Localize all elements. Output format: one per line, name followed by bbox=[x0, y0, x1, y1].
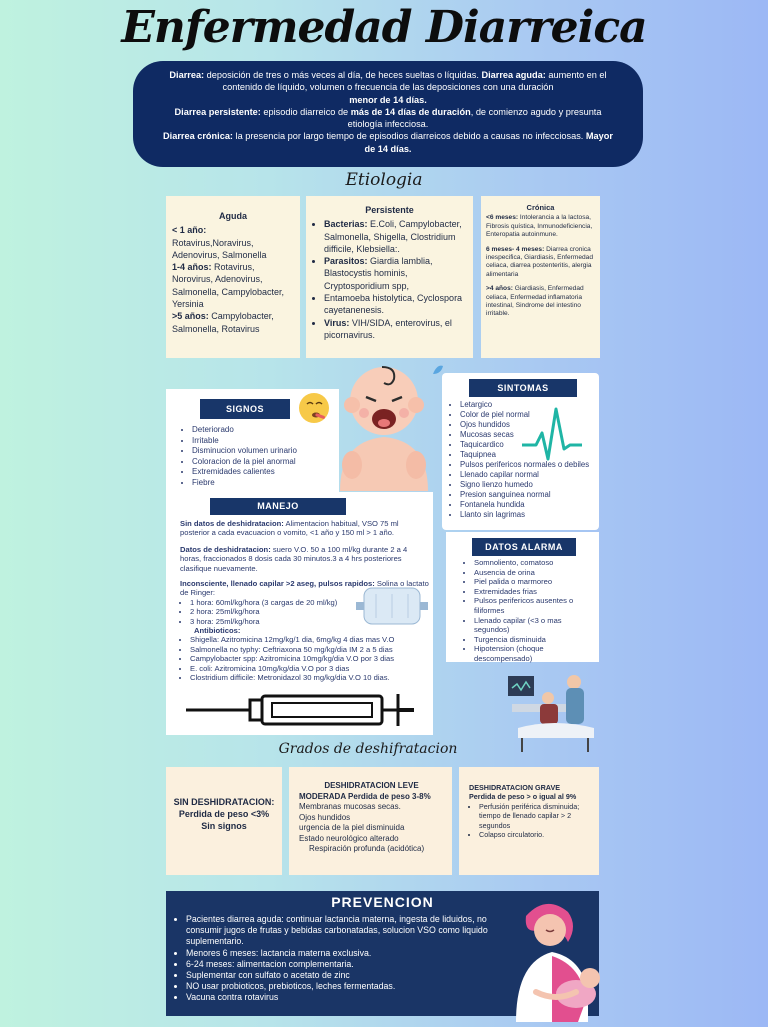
def-persistente-text1: episodio diarreico de bbox=[260, 106, 351, 117]
signos-item: • Irritable bbox=[192, 436, 335, 447]
def-persistente-bold: más de 14 días de duración bbox=[350, 106, 471, 117]
persistente-item bbox=[324, 317, 467, 342]
manejo-hour-item: • 3 hora: 25ml/kg/hora bbox=[190, 617, 430, 626]
signos-list bbox=[180, 425, 335, 489]
alarma-card bbox=[446, 532, 599, 662]
manejo-p2-label: Datos de deshidratacion: bbox=[180, 544, 271, 554]
cronica-g3-label: >4 años: bbox=[486, 285, 513, 293]
crying-baby-icon bbox=[330, 355, 438, 491]
manejo-antibioticos-list bbox=[180, 635, 430, 682]
signos-item: • Disminucion volumen urinario bbox=[192, 446, 335, 457]
sintomas-heading: SINTOMAS bbox=[469, 379, 577, 397]
grado-leve-card bbox=[289, 767, 452, 875]
sintomas-item: • Taquicardico bbox=[460, 440, 598, 450]
signos-item: • Fiebre bbox=[192, 478, 335, 489]
sintomas-item: • Ojos hundidos bbox=[460, 420, 598, 430]
manejo-hour-item: • 2 hora: 25ml/kg/hora bbox=[190, 607, 430, 616]
prevencion-list bbox=[166, 914, 516, 1004]
grado-leve-item: urgencia de la piel disminuida bbox=[299, 823, 405, 832]
sintomas-card bbox=[442, 373, 599, 530]
manejo-p3-text: Solina o lactato de Ringer: bbox=[180, 579, 429, 598]
cronica-title: Crónica bbox=[526, 203, 555, 212]
persistente-item-text: Entamoeba histolytica, Cyclospora cayetanenesis. bbox=[324, 293, 463, 316]
manejo-hour-item: • 1 hora: 60ml/kg/hora (3 cargas de 20 ml/kg) bbox=[190, 598, 430, 607]
aguda-g1-text: Rotavirus,Noravirus, Adenovirus, Salmonella bbox=[172, 237, 267, 260]
definitions-box bbox=[133, 61, 643, 167]
alarma-item: • Turgencia disminuida bbox=[474, 635, 598, 645]
persistente-item-label: Parasitos: bbox=[324, 256, 368, 267]
persistente-item-label: Virus: bbox=[324, 317, 350, 328]
mother-baby-icon bbox=[506, 896, 606, 1022]
etiologia-cronica-card bbox=[481, 196, 600, 358]
persistente-title: Persistente bbox=[365, 205, 414, 215]
grado-grave-t1: DESHIDRATACION GRAVE bbox=[469, 783, 561, 792]
signos-item: • Deteriorado bbox=[192, 425, 335, 436]
manejo-antibiotico-item: • Campylobacter spp: Azitromicina 10mg/kg/dia V.O por 3 dias bbox=[190, 654, 430, 663]
aguda-g3-label: >5 años: bbox=[172, 311, 209, 322]
alarma-item: • Llenado capilar (<3 o mas segundos) bbox=[474, 616, 598, 635]
sintomas-item: • Mucosas secas bbox=[460, 430, 598, 440]
persistente-item bbox=[324, 255, 467, 292]
grado-grave-item: • Colapso circulatorio. bbox=[479, 830, 593, 839]
grado-sin-l2: Perdida de peso <3% bbox=[178, 809, 270, 819]
aguda-g2-text: Rotavirus, Norovirus, Adenovirus, Salmonella, Campylobacter, Yersinia bbox=[172, 262, 285, 310]
grado-sin-card bbox=[166, 767, 282, 875]
prevencion-item: • Pacientes diarrea aguda: continuar lactancia materna, ingesta de liduidos, no consumir jugos de frutas y bebidas carbonatadas, solucion VSO como liquido suplementario. bbox=[186, 914, 516, 948]
grado-sin-l3: Sin signos bbox=[201, 821, 247, 831]
sintomas-item: • Signo lienzo humedo bbox=[460, 480, 598, 490]
iv-bag-icon bbox=[356, 584, 428, 628]
syringe-icon bbox=[186, 684, 416, 730]
manejo-heading: MANEJO bbox=[210, 498, 346, 515]
sintomas-item: • Fontanela hundida bbox=[460, 500, 598, 510]
grado-leve-item: Ojos hundidos bbox=[299, 812, 351, 822]
def-persistente-text2: , de comienzo agudo y presunta etiología infecciosa. bbox=[347, 106, 602, 130]
etiologia-aguda-card bbox=[166, 196, 300, 358]
def-persistente bbox=[159, 106, 617, 131]
grado-leve-t2: MODERADA Perdida de peso 3-8% bbox=[299, 791, 431, 801]
alarma-item: • Ausencia de orina bbox=[474, 568, 598, 578]
persistente-item-text: E.Coli, Campylobacter, Salmonella, Shigella, Clostridium difficile, Klebsiella:. bbox=[324, 219, 462, 254]
grado-sin-l1: SIN DESHIDRATACION: bbox=[173, 797, 275, 807]
def-diarrea-text: deposición de tres o más veces al día, de heces sueltas o líquidas. bbox=[204, 70, 482, 80]
grado-grave-list bbox=[469, 802, 593, 840]
def-aguda-text: aumento en el contenido de líquido, volumen o frecuencia de las deposiciones con una duración bbox=[222, 70, 607, 93]
doctor-patient-icon bbox=[502, 668, 598, 754]
persistente-list bbox=[312, 218, 467, 341]
manejo-p3-label: Inconsciente, llenado capilar >2 aseg, pulsos rapidos: bbox=[180, 579, 375, 589]
def-persistente-label: Diarrea persistente: bbox=[174, 106, 261, 117]
prevencion-heading: PREVENCION bbox=[331, 894, 434, 910]
alarma-item: • Hipotension (choque descompensado) bbox=[474, 644, 598, 663]
signos-item: • Coloracion de la piel anormal bbox=[192, 457, 335, 468]
page-title: Enfermedad Diarreica bbox=[121, 2, 647, 53]
alarma-item: • Piel palida o marmoreo bbox=[474, 577, 598, 587]
persistente-item bbox=[324, 218, 467, 255]
alarma-item: • Somnoliento, comatoso bbox=[474, 558, 598, 568]
aguda-g1-label: < 1 año: bbox=[172, 225, 207, 236]
grado-leve-list bbox=[299, 802, 444, 844]
cronica-g1-text: Intolerancia a la lactosa, Fibrosis quística, Inmunodeficiencia, Enteropatia autoinmune. bbox=[486, 214, 593, 239]
cronica-g3-text: Giardiasis, Enfermedad celiaca, Enfermedad inflamatoria intestinal, Sindrome del intestino irritable. bbox=[486, 285, 584, 318]
etiologia-persistente-card bbox=[306, 196, 473, 358]
grado-grave-card bbox=[459, 767, 599, 875]
def-diarrea-label: Diarrea: bbox=[169, 70, 205, 80]
persistente-item bbox=[324, 292, 467, 317]
sintomas-item: • Color de piel normal bbox=[460, 410, 598, 420]
cronica-g1-label: <6 meses: bbox=[486, 214, 519, 222]
aguda-g2-label: 1-4 años: bbox=[172, 262, 212, 273]
def-cronica-bold: Mayor de 14 días. bbox=[364, 131, 613, 154]
grado-leve-extra: Respiración profunda (acidótica) bbox=[309, 844, 425, 853]
def-aguda-bold: menor de 14 días bbox=[349, 94, 425, 105]
grado-grave-t2: Perdida de peso > o igual al 9% bbox=[469, 792, 577, 802]
manejo-antibiotico-item: • Clostridium difficile: Metronidazol 30 mg/kg/dia V.O 10 dias. bbox=[190, 673, 430, 682]
def-cronica-text: la presencia por largo tiempo de episodios diarreicos debido a causas no infecciosas. bbox=[233, 131, 586, 142]
alarma-list bbox=[462, 558, 598, 664]
alarma-item: • Extremidades frias bbox=[474, 587, 598, 597]
prevencion-item: • NO usar probioticos, prebioticos, leches fermentadas. bbox=[186, 981, 516, 992]
prevencion-item: • 6-24 meses: alimentacion complementaria. bbox=[186, 959, 516, 970]
def-aguda-label: Diarrea aguda: bbox=[481, 70, 546, 80]
aguda-g3-text: Campylobacter, Salmonella, Rotavirus bbox=[172, 311, 274, 334]
heartbeat-icon bbox=[522, 403, 582, 463]
grado-grave-item: • Perfusión periférica disminuida; tiempo de llenado capilar > 2 segundos bbox=[479, 802, 593, 830]
alarma-heading: DATOS ALARMA bbox=[472, 538, 576, 556]
grado-leve-item: Membranas mucosas secas. bbox=[299, 802, 401, 811]
manejo-p2-text: suero V.O. 50 a 100 ml/kg durante 2 a 4 horas, fraccionados 8 dosis cada 30 minutos.3 a 4 hrs posteriores clasifique nuevamente. bbox=[180, 544, 408, 573]
manejo-antibioticos-label: Antibioticos: bbox=[194, 626, 241, 636]
prevencion-item: • Menores 6 meses: lactancia materna exclusiva. bbox=[186, 948, 516, 959]
cronica-g2-text: Diarrea cronica inespecifica, Giardiasis, Enfermedad celiaca, diarrea postenteritis, alergia alimentaria bbox=[486, 245, 594, 278]
manejo-antibiotico-item: • Salmonella no typhy: Ceftriaxona 50 mg/kg/dia IM 2 a 5 dias bbox=[190, 645, 430, 654]
sintomas-item: • Taquipnea bbox=[460, 450, 598, 460]
alarma-item: • Pulsos perifericos ausentes o filiformes bbox=[474, 596, 598, 615]
grado-leve-item: Estado neurológico alterado bbox=[299, 833, 399, 843]
persistente-item-label: Bacterias: bbox=[324, 219, 368, 230]
persistente-item-text: VIH/SIDA, enterovirus, el picornavirus. bbox=[324, 317, 452, 340]
sintomas-item: • Letargico bbox=[460, 400, 598, 410]
manejo-antibiotico-item: • Shigella: Azitromicina 12mg/kg/1 dia, 6mg/kg 4 dias mas V.O bbox=[190, 635, 430, 644]
aguda-title: Aguda bbox=[219, 211, 247, 221]
cronica-g2-label: 6 meses- 4 meses: bbox=[486, 245, 545, 253]
manejo-antibiotico-item: • E. coli: Azitromicina 10mg/kg/dia V.O por 3 dias bbox=[190, 664, 430, 673]
sintomas-item: • Llanto sin lagrimas bbox=[460, 510, 598, 520]
signos-heading: SIGNOS bbox=[200, 399, 290, 419]
manejo-card bbox=[166, 492, 433, 735]
def-cronica bbox=[159, 130, 617, 155]
sick-face-icon bbox=[298, 392, 330, 424]
etiologia-heading: Etiologia bbox=[345, 170, 423, 190]
sintomas-item: • Presion sanguinea normal bbox=[460, 490, 598, 500]
signos-card bbox=[166, 389, 339, 492]
sintomas-item: • Pulsos perifericos normales o debiles bbox=[460, 460, 598, 470]
def-cronica-label: Diarrea crónica: bbox=[163, 131, 233, 142]
manejo-p1-text: Alimentacion habitual, VSO 75 ml posterior a cada evacuacion o vomito, <1 año y 150 ml > 1 año. bbox=[180, 519, 399, 538]
sintomas-item: • Llenado capilar normal bbox=[460, 470, 598, 480]
signos-item: • Extremidades calientes bbox=[192, 467, 335, 478]
grado-leve-t1: DESHIDRATACION LEVE bbox=[324, 781, 419, 790]
def-diarrea: Diarrea: deposición de tres o más veces al día, de heces sueltas o líquidas. Diarrea aguda: aumento en el contenido de líquido, volumen o frecuencia de las deposiciones con una duración menor de 14 días. bbox=[169, 70, 607, 105]
grados-heading: Grados de deshifratacion bbox=[278, 741, 458, 757]
persistente-item-text: Giardia lamblia, Blastocystis hominis, Cryptosporidium spp, bbox=[324, 256, 433, 291]
prevencion-item: • Suplementar con sulfato o acetato de zinc bbox=[186, 970, 516, 981]
prevencion-item: • Vacuna contra rotavirus bbox=[186, 992, 516, 1003]
manejo-p1-label: Sin datos de deshidratacion: bbox=[180, 519, 284, 528]
